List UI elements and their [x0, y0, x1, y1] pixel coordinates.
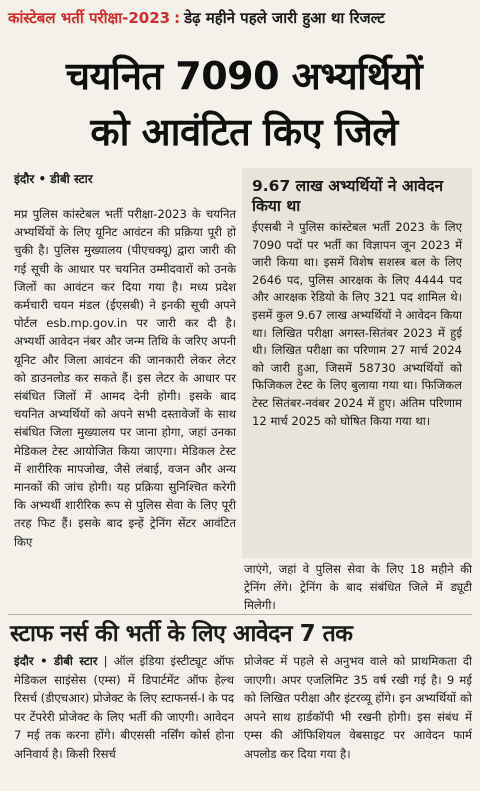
byline: इंदौर • डीबी स्टार: [14, 172, 93, 186]
kicker: [8, 8, 472, 28]
kicker-separator: :: [174, 9, 181, 27]
kicker-label: कांस्टेबल भर्ती परीक्षा-2023: [8, 9, 171, 27]
section-divider: [8, 614, 472, 615]
second-article-byline: इंदौर • डीबी स्टार: [14, 654, 98, 668]
main-article-body: मप्र पुलिस कांस्टेबल भर्ती परीक्षा-2023 के चयनित अभ्यर्थियों के लिए यूनिट आवंटन की प्रक्रिया पूरी हो चुकी है। पुलिस मुख्यालय (पीएचक्यू) द्वारा जारी की गई सूची के आधार पर चयनित उम्मीदवारों को उनके जिलों का आवंटन कर दिया गया है। मध्य प्रदेश कर्मचारी चयन मंडल (ईएसबी) ने इनकी सूची अपने पोर्टल esb.mp.gov.in पर जारी कर दी है। अभ्यर्थी आवेदन नंबर और जन्म तिथि के जरिए अपनी यूनिट और जिला आवंटन की जानकारी लेकर लेटर को डाउनलोड कर सकते हैं। इस लेटर के आधार पर संबंधित जिलों में आमद देनी होगी। इसके बाद चयनित अभ्यर्थियों को अपने सभी दस्तावेजों के साथ संबंधित जिला मुख्यालय पर जाना होगा, जहां उनका मेडिकल टेस्ट आयोजित किया जाएगा। मेडिकल टेस्ट में शारीरिक मापजोख, जैसे लंबाई, वजन और अन्य मानकों की जांच होगी। यह प्रक्रिया सुनिश्चित करेगी कि अभ्यर्थी शारीरिक रूप से पुलिस सेवा के लिए पूरी तरह फिट हैं। इसके बाद इन्हें ट्रेनिंग सेंटर आवंटित किए: [14, 207, 236, 549]
main-headline: [20, 48, 468, 160]
main-article-continuation: जाएंगे, जहां वे पुलिस सेवा के लिए 18 महीने की ट्रेनिंग लेंगे। ट्रेनिंग के बाद संबंधित जिले में ड्यूटी मिलेगी।: [244, 562, 472, 612]
sidebar-box-body: ईएसबी ने पुलिस कांस्टेबल भर्ती 2023 के लिए 7090 पदों पर भर्ती का विज्ञापन जून 2023 में जारी किया था। इसमें विशेष सशस्त्र बल के लिए 2646 पद, पुलिस आरक्षक के लिए 4444 पद और आरक्षक रेडियो के लिए 321 पद शामिल थे। इसमें कुल 9.67 लाख अभ्यर्थियों ने आवेदन किया था। लिखित परीक्षा अगस्त-सितंबर 2023 में हुई थी। लिखित परीक्षा का परिणाम 27 मार्च 2024 को जारी हुआ, जिसमें 58730 अभ्यर्थियों को फिजिकल टेस्ट के लिए बुलाया गया था। फिजिकल टेस्ट सितंबर-नवंबर 2024 में हुए। अंतिम परिणाम 12 मार्च 2025 को घोषित किया गया था।: [252, 220, 462, 428]
sidebar-box: [242, 168, 472, 558]
second-article-left: [14, 652, 234, 763]
second-article-body-right: प्रोजेक्ट में पहले से अनुभव वाले को प्राथमिकता दी जाएगी। अपर एजलिमिट 35 वर्ष रखी गई है। 9 मई को लिखित परीक्षा और इंटरव्यू होंगे। इन अभ्यर्थियों को अपने साथ हार्डकॉपी भी रखनी होगी। इस संबंध में एम्स की ऑफिशियल वेबसाइट पर आवेदन फार्म अपलोड कर दिया गया है।: [244, 654, 472, 761]
headline-line-2: को आवंटित किए जिले: [90, 110, 398, 154]
second-article-body-left: | ऑल इंडिया इंस्टीट्यूट ऑफ मेडिकल साइंसेस (एम्स) में डिपार्टमेंट ऑफ हेल्थ रिसर्च (डीएचआर) प्रोजेक्ट के लिए स्टाफनर्स-I के पद पर टेंपरेरी प्रोजेक्ट के लिए भर्ती की जाएगी। आवेदन 7 मई तक करना होंगे। बीएससी नर्सिंग कोर्स होना अनिवार्य है। किसी रिसर्च: [14, 654, 234, 761]
second-headline: स्टाफ नर्स की भर्ती के लिए आवेदन 7 तक: [10, 621, 353, 647]
kicker-text: डेढ़ महीने पहले जारी हुआ था रिजल्ट: [184, 9, 385, 27]
headline-line-1: चयनित 7090 अभ्यर्थियों: [65, 54, 423, 98]
sidebar-box-title: 9.67 लाख अभ्यर्थियों ने आवेदन किया था: [252, 177, 444, 215]
